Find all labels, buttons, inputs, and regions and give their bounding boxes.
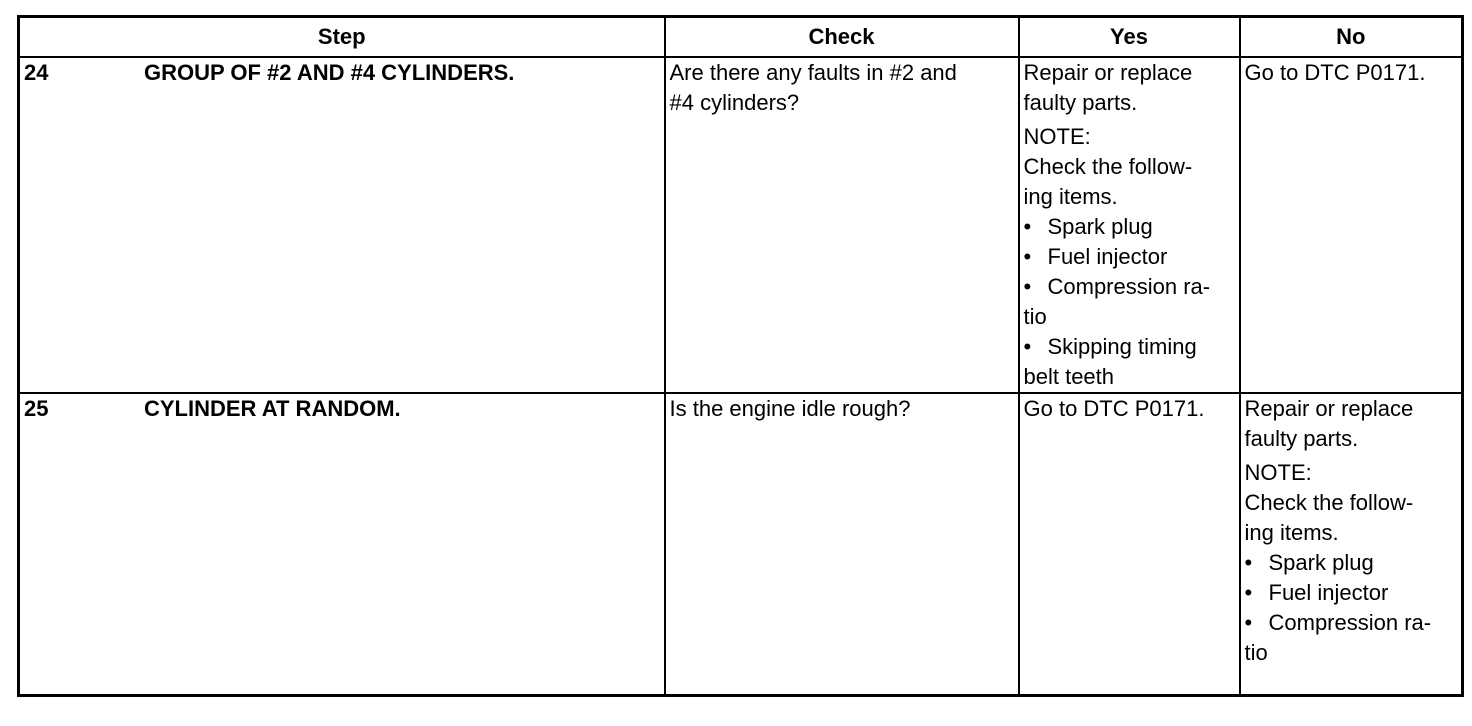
bullet-icon: •: [1244, 580, 1253, 605]
bullet-text: Fuel injector: [1047, 244, 1168, 269]
note-label: NOTE:: [1023, 124, 1091, 149]
bullet-icon: •: [1244, 550, 1253, 575]
bullet-text: Compression ra-: [1268, 610, 1432, 635]
yes-text-line: Go to DTC P0171.: [1023, 396, 1205, 421]
step-cell: [19, 57, 665, 393]
bullet-text: Compression ra-: [1047, 274, 1211, 299]
header-row: [19, 17, 1463, 58]
yes-cell: [1019, 393, 1240, 696]
bullet-item: [1024, 212, 1235, 242]
step-number: 25: [24, 396, 49, 421]
check-text-line: Is the engine idle rough?: [669, 396, 911, 421]
diagnostic-table: [17, 15, 1464, 697]
bullet-icon: •: [1023, 214, 1032, 239]
bullet-item: [1024, 242, 1235, 272]
no-cell: [1240, 393, 1463, 696]
no-text-line: Go to DTC P0171.: [1244, 60, 1426, 85]
header-yes: Yes: [1019, 17, 1240, 58]
note-text-line: ing items.: [1023, 184, 1118, 209]
no-text-line: Repair or replace: [1244, 396, 1414, 421]
table-row-25: [19, 393, 1463, 696]
note-text-line: ing items.: [1244, 520, 1339, 545]
check-text-line: Are there any faults in #2 and: [669, 60, 957, 85]
yes-text-line: faulty parts.: [1023, 90, 1138, 115]
bullet-item: [1024, 332, 1235, 362]
no-text-line: faulty parts.: [1244, 426, 1359, 451]
header-step: Step: [19, 17, 665, 58]
bullet-item: [1245, 548, 1458, 578]
step-cell: [19, 393, 665, 696]
table-row-24: [19, 57, 1463, 393]
header-no: No: [1240, 17, 1463, 58]
check-cell: [665, 393, 1019, 696]
bullet-item: [1245, 608, 1458, 638]
yes-cell: [1019, 57, 1240, 393]
step-number: 24: [24, 60, 49, 85]
bullet-icon: •: [1244, 610, 1253, 635]
note-label: NOTE:: [1244, 460, 1312, 485]
bullet-icon: •: [1023, 274, 1032, 299]
bullet-text: Skipping timing: [1047, 334, 1197, 359]
bullet-text: Spark plug: [1047, 214, 1153, 239]
bullet-continuation: belt teeth: [1023, 364, 1115, 389]
bullet-continuation: tio: [1023, 304, 1047, 329]
check-text-line: #4 cylinders?: [669, 90, 800, 115]
yes-text-line: Repair or replace: [1023, 60, 1193, 85]
step-title: CYLINDER AT RANDOM.: [144, 396, 401, 421]
check-cell: [665, 57, 1019, 393]
step-title: GROUP OF #2 AND #4 CYLINDERS.: [144, 60, 515, 85]
bullet-icon: •: [1023, 244, 1032, 269]
bullet-icon: •: [1023, 334, 1032, 359]
header-check: Check: [665, 17, 1019, 58]
note-text-line: Check the follow-: [1023, 154, 1193, 179]
no-cell: [1240, 57, 1463, 393]
bullet-item: [1245, 578, 1458, 608]
note-text-line: Check the follow-: [1244, 490, 1414, 515]
bullet-continuation: tio: [1244, 640, 1268, 665]
bullet-text: Spark plug: [1268, 550, 1374, 575]
bullet-item: [1024, 272, 1235, 302]
bullet-text: Fuel injector: [1268, 580, 1389, 605]
